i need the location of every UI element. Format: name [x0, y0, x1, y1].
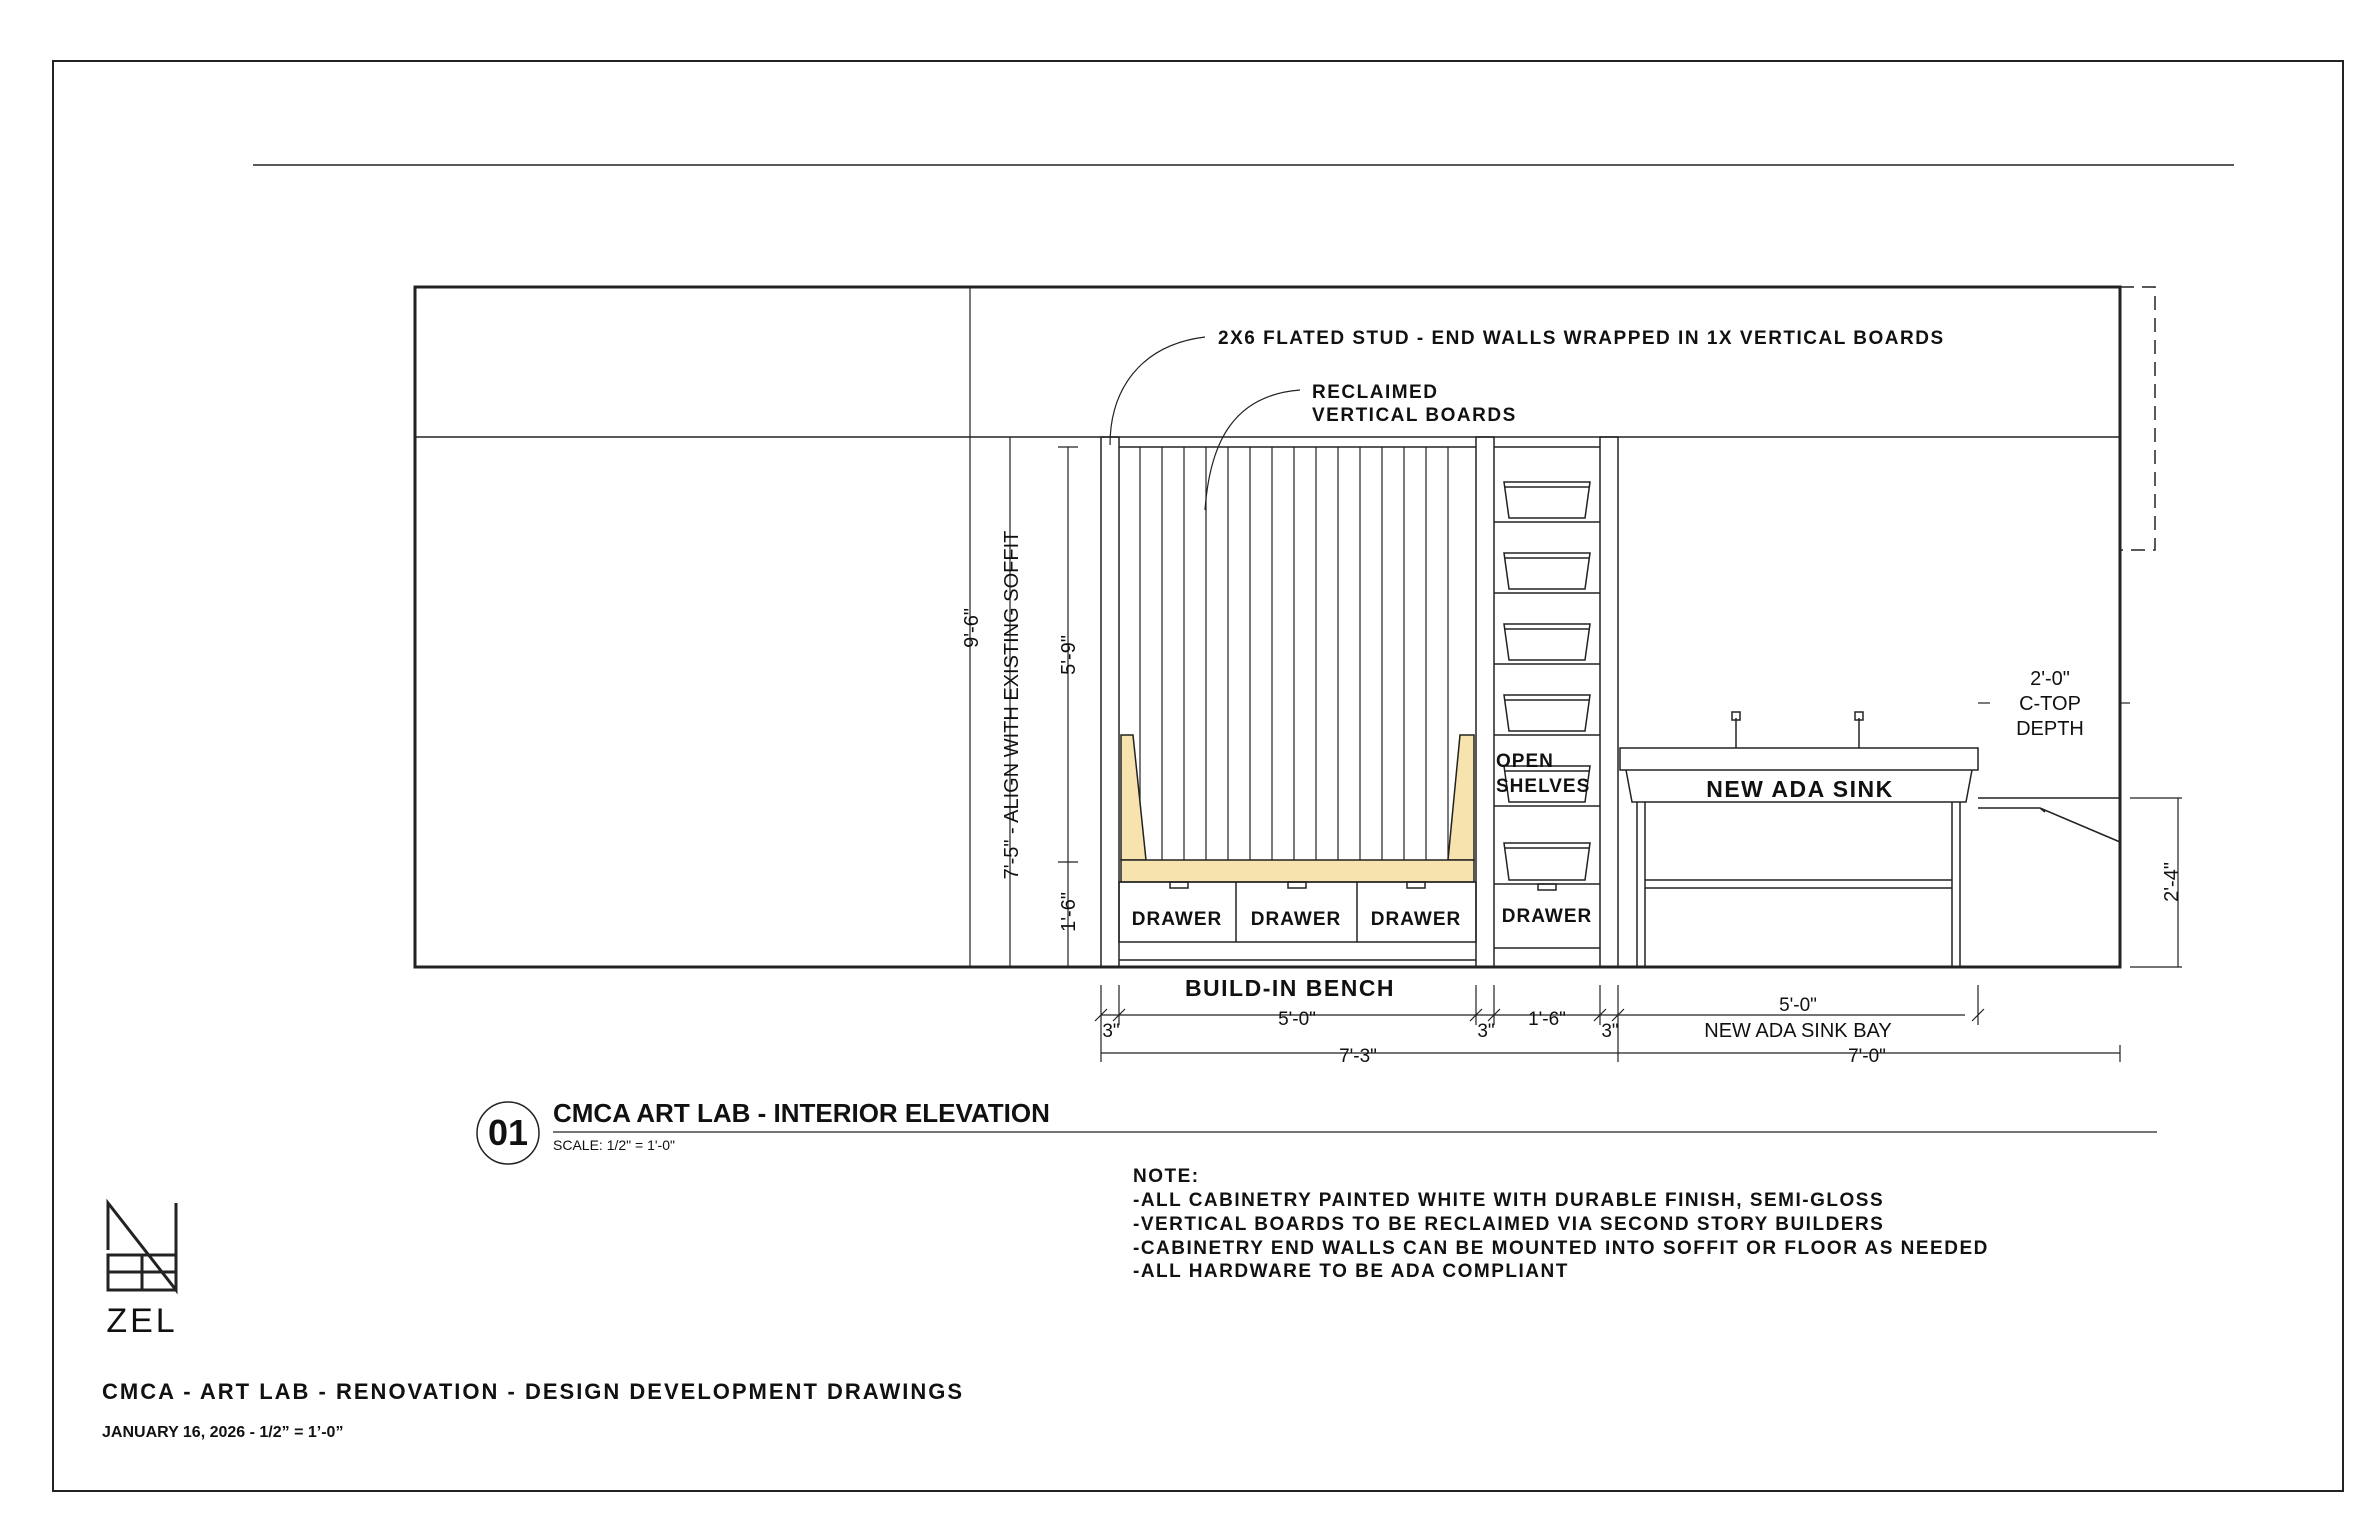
bench-label: BUILD-IN BENCH: [1184, 975, 1396, 1001]
dim-3-left: 3": [1102, 1021, 1120, 1042]
drawing-scale: SCALE: 1/2" = 1'-0": [553, 1137, 675, 1153]
dim-7-3: 7'-3": [1339, 1046, 1377, 1067]
storage-bin: [1504, 482, 1590, 518]
note-line: -ALL CABINETRY PAINTED WHITE WITH DURABLE FINISH, SEMI-GLOSS: [1133, 1190, 1885, 1211]
dim-1-6-vertical: 1'-6": [1058, 892, 1080, 932]
stud-callout: 2X6 FLATED STUD - END WALLS WRAPPED IN 1X VERTICAL BOARDS: [1218, 328, 1945, 349]
seat-cushion: [1121, 860, 1474, 882]
open-shelves-label-1: OPEN: [1496, 751, 1554, 772]
dim-align-soffit: 7'-5" - ALIGN WITH EXISTING SOFFIT: [1001, 530, 1023, 880]
storage-bin: [1504, 843, 1590, 880]
ctop-label-2: C-TOP: [2019, 693, 2081, 715]
right-end-wall: [1600, 437, 1618, 967]
sink-label: NEW ADA SINK: [1706, 776, 1894, 802]
storage-bin: [1504, 624, 1590, 660]
sink-top-lip: [1620, 748, 1978, 770]
stud-leader: [1110, 337, 1205, 445]
notes-block: [1133, 1166, 1989, 1282]
drawer-label: DRAWER: [1250, 909, 1342, 930]
drawer-pull: [1288, 882, 1306, 888]
dim-sink-bay: NEW ADA SINK BAY: [1704, 1020, 1892, 1042]
notes-heading: NOTE:: [1133, 1166, 1200, 1187]
dim-9-6: 9'-6": [961, 608, 983, 648]
bench-cushions: [1121, 735, 1474, 882]
dim-5-0-sink: 5'-0": [1779, 995, 1817, 1016]
dim-3-right: 3": [1601, 1021, 1619, 1042]
dim-5-9: 5'-9": [1058, 635, 1080, 675]
project-title: CMCA - ART LAB - RENOVATION - DESIGN DEVELOPMENT DRAWINGS: [102, 1379, 964, 1404]
left-end-wall: [1101, 437, 1119, 967]
logo-text: ZEL: [106, 1302, 178, 1340]
zel-logo: [108, 1203, 176, 1290]
left-back-cushion: [1121, 735, 1146, 860]
drawing-number: 01: [487, 1112, 529, 1153]
boards-callout-line2: VERTICAL BOARDS: [1312, 405, 1517, 426]
note-line: -ALL HARDWARE TO BE ADA COMPLIANT: [1133, 1261, 1569, 1282]
ctop-label-3: DEPTH: [2016, 718, 2084, 740]
ctop-label-1: 2'-0": [2030, 668, 2070, 690]
boards-leader: [1205, 390, 1300, 510]
project-date: JANUARY 16, 2026 - 1/2” = 1’-0”: [102, 1424, 344, 1441]
drawing-title: CMCA ART LAB - INTERIOR ELEVATION: [553, 1098, 1050, 1128]
right-dimensions: [1978, 703, 2182, 967]
note-line: -VERTICAL BOARDS TO BE RECLAIMED VIA SECOND STORY BUILDERS: [1133, 1214, 1885, 1235]
shelf-drawer-label: DRAWER: [1501, 906, 1593, 927]
drawer-pull: [1170, 882, 1188, 888]
drawing-title-block: [477, 1098, 2157, 1164]
open-shelves: [1494, 482, 1600, 948]
note-line: -CABINETRY END WALLS CAN BE MOUNTED INTO SOFFIT OR FLOOR AS NEEDED: [1133, 1238, 1989, 1259]
dim-1-6-shelf: 1'-6": [1528, 1009, 1566, 1030]
reclaimed-vertical-boards: [1140, 447, 1448, 862]
countertop-bracket: [1978, 798, 2120, 842]
middle-end-wall: [1476, 437, 1494, 967]
drawer-label: DRAWER: [1370, 909, 1462, 930]
drawer-pull: [1407, 882, 1425, 888]
dim-5-0-bench: 5'-0": [1278, 1009, 1316, 1030]
storage-bin: [1504, 553, 1590, 589]
ada-sink: [1620, 712, 2120, 967]
drawer-label: DRAWER: [1131, 909, 1223, 930]
dim-7-0: 7'-0": [1848, 1046, 1886, 1067]
boards-callout-line1: RECLAIMED: [1312, 382, 1439, 403]
storage-bin: [1504, 695, 1590, 731]
right-back-cushion: [1448, 735, 1474, 860]
dim-3-middle: 3": [1477, 1021, 1495, 1042]
existing-dashed-outline: [2120, 287, 2155, 550]
open-shelves-label-2: SHELVES: [1496, 776, 1591, 797]
shelf-drawer-pull: [1538, 884, 1556, 890]
dim-2-4: 2'-4": [2161, 862, 2183, 902]
